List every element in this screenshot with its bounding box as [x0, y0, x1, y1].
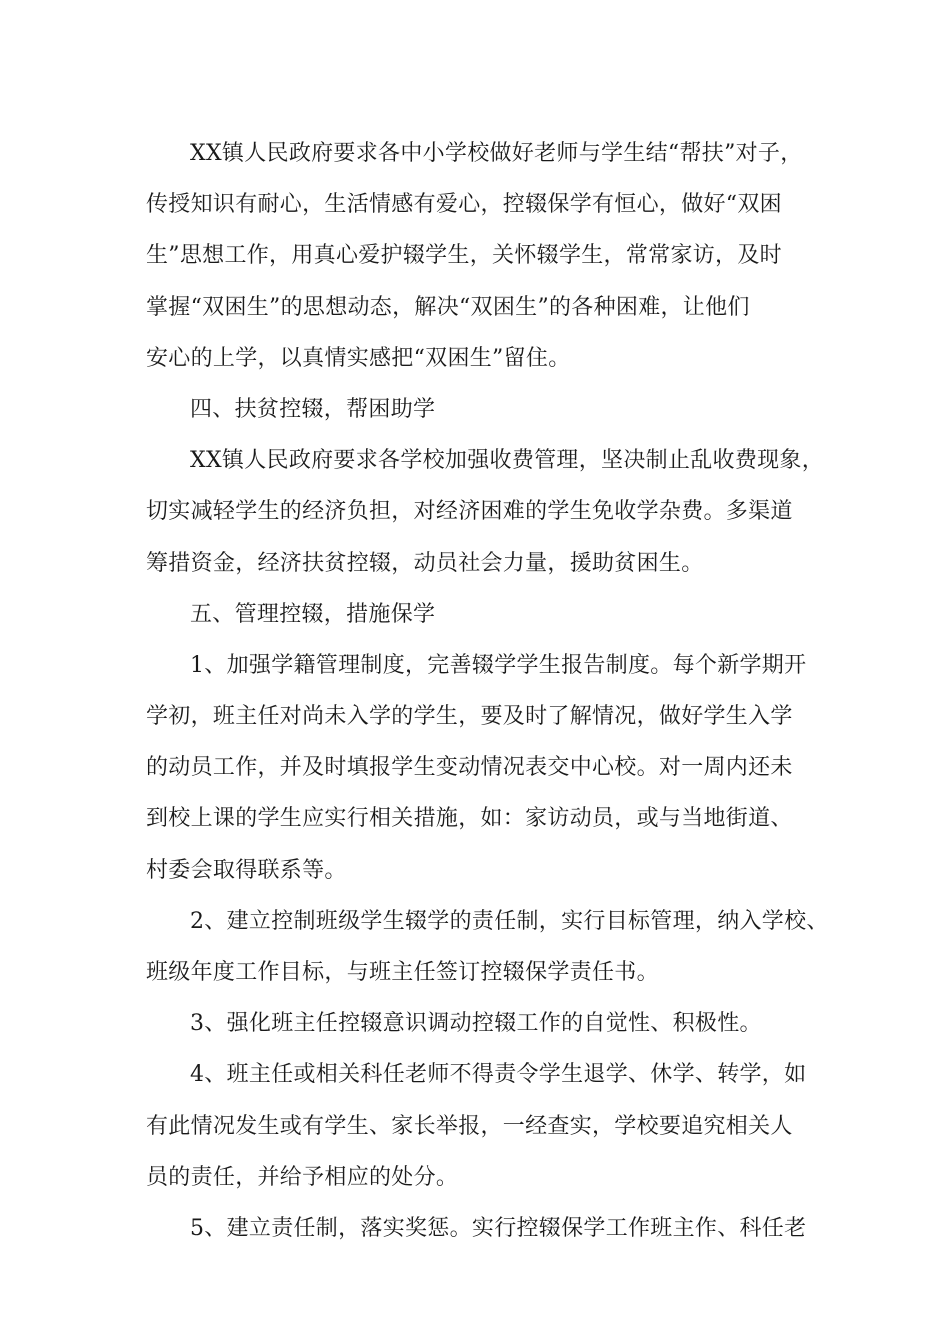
paragraph-line: 到校上课的学生应实行相关措施，如：家访动员，或与当地街道、: [146, 806, 793, 832]
paragraph-line: 学初，班主任对尚未入学的学生，要及时了解情况，做好学生入学: [146, 704, 793, 730]
paragraph-line: 切实减轻学生的经济负担，对经济困难的学生免收学杂费。多渠道: [146, 499, 793, 525]
paragraph-line: 3、强化班主任控辍意识调动控辍工作的自觉性、积极性。: [190, 1011, 762, 1037]
paragraph-line: 4、班主任或相关科任老师不得责令学生退学、休学、转学，如: [190, 1062, 807, 1088]
paragraph-line: XX镇人民政府要求各中小学校做好老师与学生结“帮扶”对子，: [190, 141, 803, 166]
paragraph-line: 村委会取得联系等。: [146, 857, 347, 883]
paragraph-line: 掌握“双困生”的思想动态，解决“双困生”的各种困难，让他们: [146, 294, 750, 320]
paragraph-line: 安心的上学，以真情实感把“双困生”留住。: [146, 345, 571, 371]
paragraph-line: 的动员工作，并及时填报学生变动情况表交中心校。对一周内还未: [146, 755, 793, 781]
paragraph-line: 5、建立责任制，落实奖惩。实行控辍保学工作班主作、科任老: [190, 1215, 807, 1241]
paragraph-line: 员的责任，并给予相应的处分。: [146, 1164, 459, 1190]
paragraph-line: 1、加强学籍管理制度，完善辍学学生报告制度。每个新学期开: [190, 652, 807, 678]
paragraph-line: 有此情况发生或有学生、家长举报，一经查实，学校要追究相关人: [146, 1113, 793, 1139]
document-body: [146, 128, 829, 1254]
section-heading: 四、扶贫控辍，帮困助学: [190, 396, 436, 422]
paragraph-line: 2、建立控制班级学生辍学的责任制，实行目标管理，纳入学校、: [190, 908, 829, 934]
paragraph-line: XX镇人民政府要求各学校加强收费管理，坚决制止乱收费现象，: [190, 448, 825, 474]
section-heading: 五、管理控辍，措施保学: [190, 601, 436, 627]
paragraph-line: 传授知识有耐心，生活情感有爱心，控辍保学有恒心，做好“双困: [146, 192, 782, 218]
paragraph-line: 班级年度工作目标，与班主任签订控辍保学责任书。: [146, 960, 659, 985]
paragraph-line: 筹措资金，经济扶贫控辍，动员社会力量，援助贫困生。: [146, 550, 704, 576]
paragraph-line: 生”思想工作，用真心爱护辍学生，关怀辍学生，常常家访，及时: [146, 243, 782, 269]
